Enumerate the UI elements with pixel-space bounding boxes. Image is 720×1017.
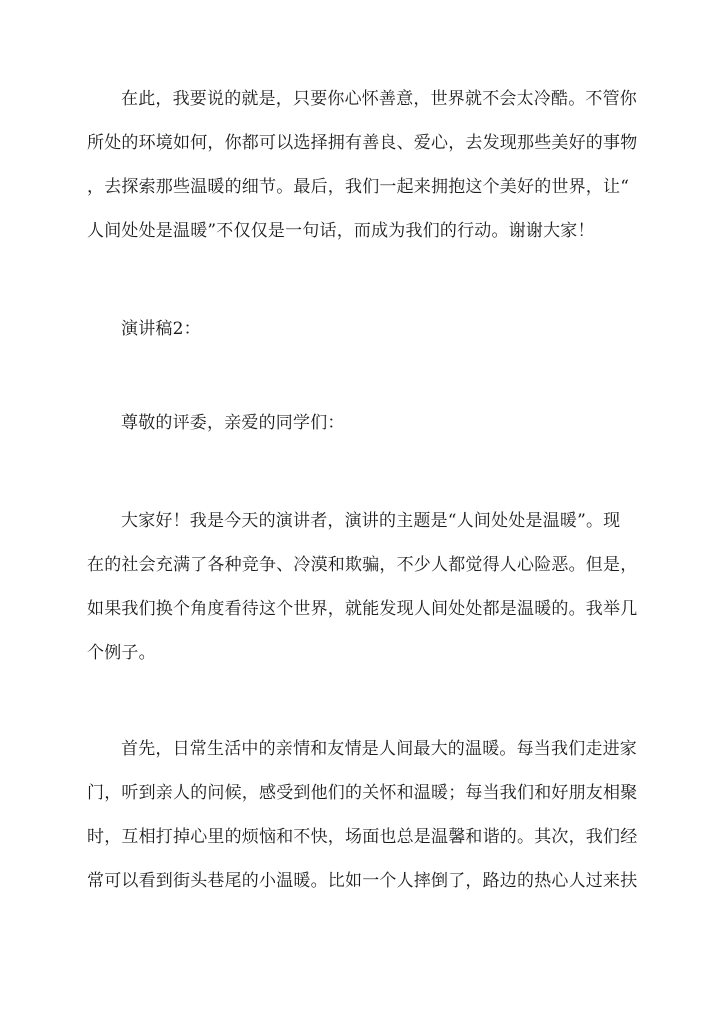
paragraph-5-line-4: 常可以看到街头巷尾的小温暖。比如一个人摔倒了，路边的热心人过来扶	[87, 871, 638, 891]
paragraph-1-line-1: 在此，我要说的就是，只要你心怀善意，世界就不会太冷酷。不管你	[121, 89, 637, 109]
paragraph-1-line-3: ，去探索那些温暖的细节。最后，我们一起来拥抱这个美好的世界，让“	[87, 177, 630, 197]
paragraph-4-line-3: 如果我们换个角度看待这个世界，就能发现人间处处都是温暖的。我举几	[87, 599, 638, 619]
speech-heading: 演讲稿2：	[121, 319, 201, 339]
paragraph-5-line-1: 首先，日常生活中的亲情和友情是人间最大的温暖。每当我们走进家	[121, 739, 637, 759]
paragraph-5-line-3: 时，互相打掉心里的烦恼和不快，场面也总是温馨和谐的。其次，我们经	[87, 827, 638, 847]
paragraph-1-line-2: 所处的环境如何，你都可以选择拥有善良、爱心，去发现那些美好的事物	[87, 133, 638, 153]
salutation: 尊敬的评委，亲爱的同学们：	[121, 413, 345, 433]
paragraph-4-line-1: 大家好！我是今天的演讲者，演讲的主题是“人间处处是温暖”。现	[121, 511, 621, 531]
paragraph-4-line-4: 个例子。	[87, 643, 156, 663]
paragraph-4-line-2: 在的社会充满了各种竞争、冷漠和欺骗，不少人都觉得人心险恶。但是，	[87, 555, 638, 575]
paragraph-5-line-2: 门，听到亲人的问候，感受到他们的关怀和温暖；每当我们和好朋友相聚	[87, 783, 638, 803]
paragraph-1-line-4: 人间处处是温暖”不仅仅是一句话，而成为我们的行动。谢谢大家！	[87, 221, 595, 241]
